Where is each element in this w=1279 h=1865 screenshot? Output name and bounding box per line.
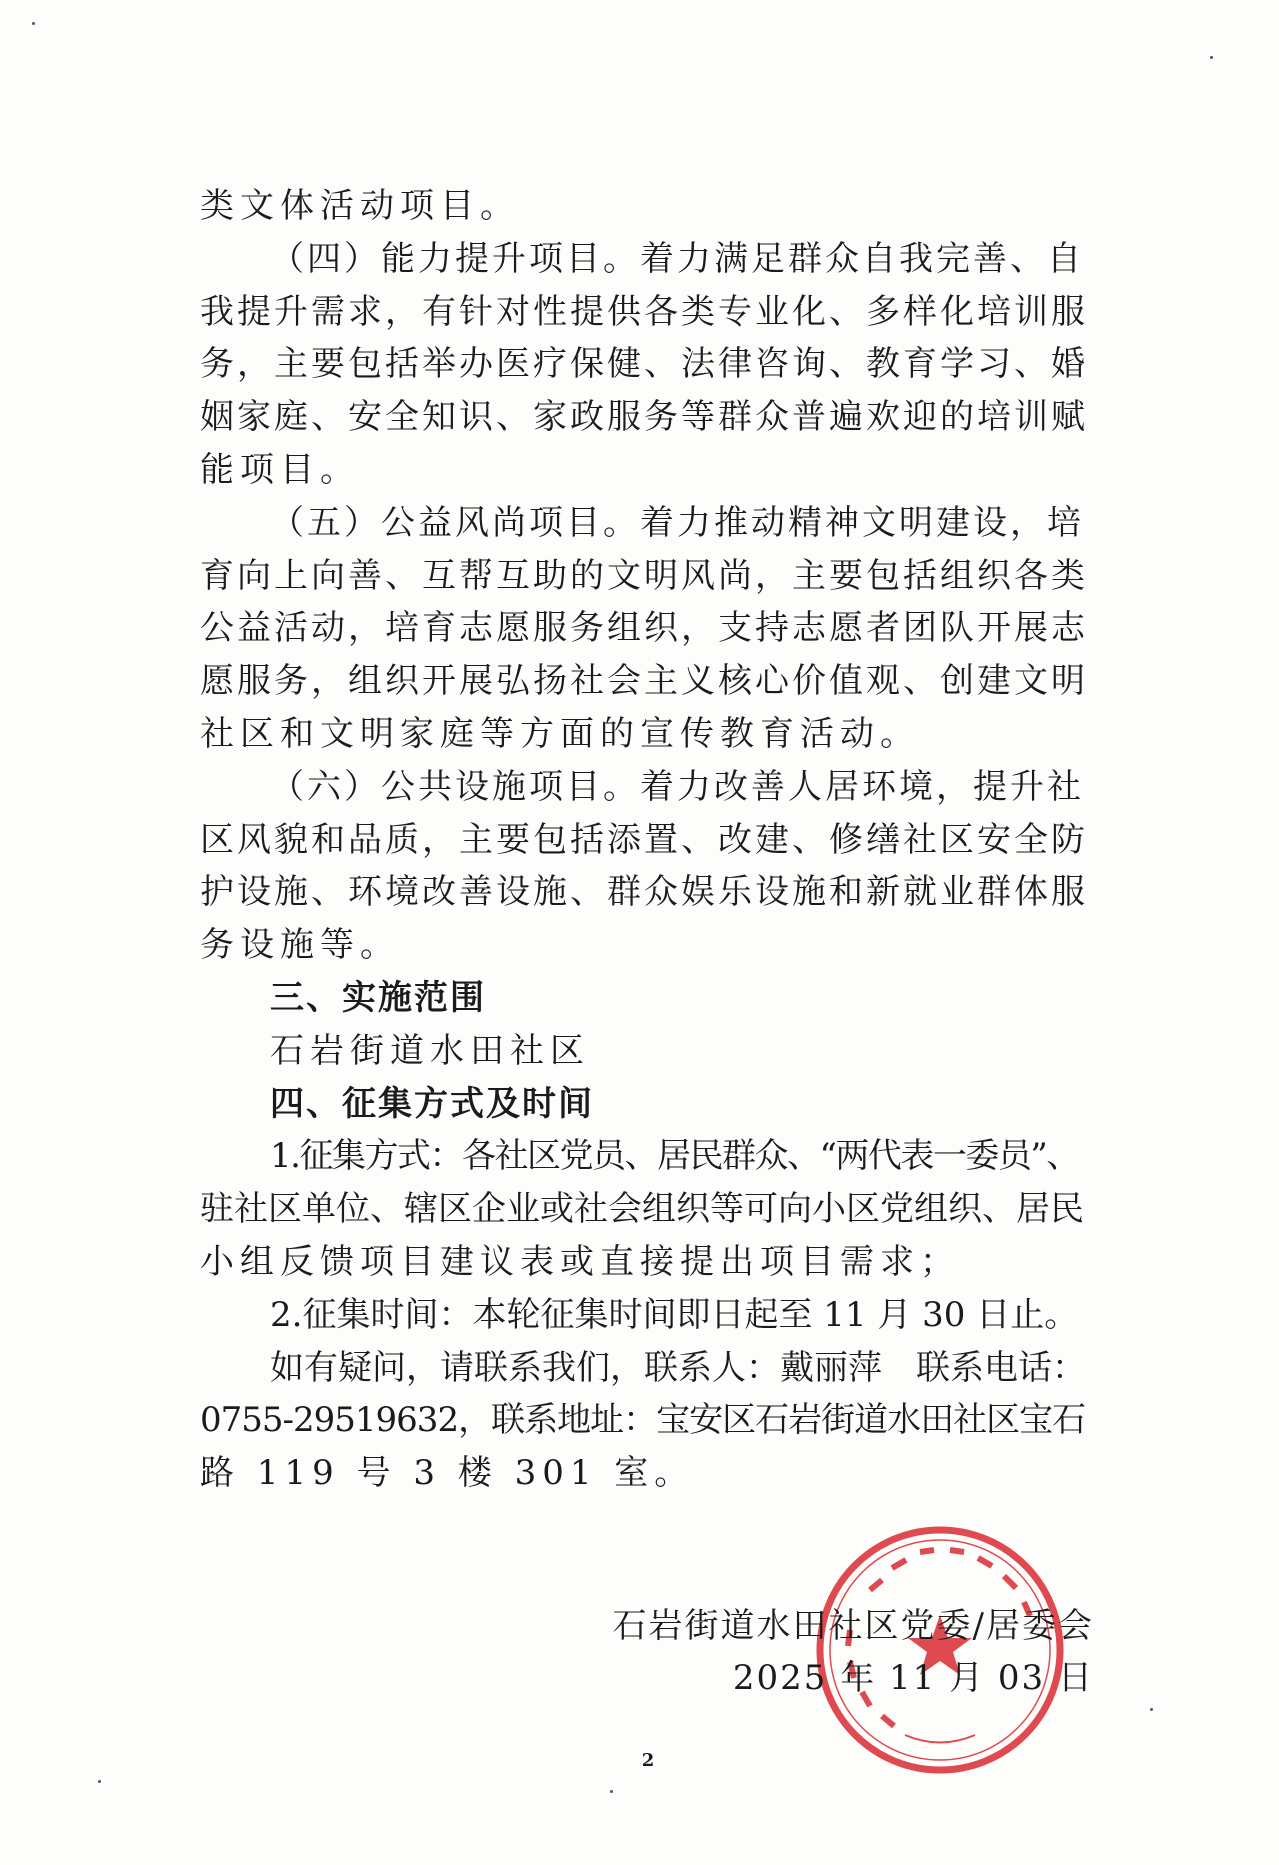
document-body: [200, 180, 1090, 1500]
text-line: 1.征集方式：各社区党员、居民群众、“两代表一委员”、: [270, 1136, 1079, 1177]
text-line: 姻家庭、安全知识、家政服务等群众普遍欢迎的培训赋: [200, 397, 1088, 438]
text-line: 区风貌和品质，主要包括添置、改建、修缮社区安全防: [200, 819, 1088, 860]
text-line: 愿服务，组织开展弘扬社会主义核心价值观、创建文明: [200, 661, 1088, 702]
text-line: 社区和文明家庭等方面的宣传教育活动。: [200, 713, 920, 754]
text-line: （五）公益风尚项目。着力推动精神文明建设，培: [270, 502, 1084, 543]
text-line: 务设施等。: [200, 925, 400, 966]
scan-speck: [1210, 56, 1213, 59]
scan-speck: [610, 1790, 613, 1793]
section-heading: 三、实施范围: [270, 977, 486, 1018]
section-heading: 四、征集方式及时间: [270, 1083, 594, 1124]
text-line: 路 119 号 3 楼 301 室。: [200, 1453, 695, 1494]
text-line: 石岩街道水田社区: [270, 1030, 590, 1071]
text-line: 小组反馈项目建议表或直接提出项目需求；: [200, 1241, 960, 1282]
text-line: 2.征集时间：本轮征集时间即日起至 11 月 30 日止。: [270, 1294, 1079, 1335]
text-line: （六）公共设施项目。着力改善人居环境，提升社: [270, 766, 1084, 807]
scan-speck: [1150, 1708, 1153, 1711]
text-line: 我提升需求，有针对性提供各类专业化、多样化培训服: [200, 291, 1088, 332]
signature-organization: 石岩街道水田社区党委/居委会: [612, 1606, 1094, 1646]
signature-date: 2025 年 11 月 03 日: [732, 1658, 1094, 1698]
scan-speck: [98, 1780, 101, 1783]
text-line: 护设施、环境改善设施、群众娱乐设施和新就业群体服: [200, 872, 1088, 913]
text-line: 驻社区单位、辖区企业或社会组织等可向小区党组织、居民: [200, 1189, 1084, 1230]
text-line: 类文体活动项目。: [200, 186, 520, 226]
text-line: （四）能力提升项目。着力满足群众自我完善、自: [270, 238, 1084, 279]
text-line: 公益活动，培育志愿服务组织，支持志愿者团队开展志: [200, 608, 1088, 649]
text-line: 0755-29519632，联系地址：宝安区石岩街道水田社区宝石: [200, 1400, 1086, 1441]
signature-block: [613, 1600, 1094, 1704]
page-number: 2: [641, 1750, 655, 1771]
text-line: 务，主要包括举办医疗保健、法律咨询、教育学习、婚: [200, 344, 1088, 385]
scan-speck: [32, 22, 35, 25]
text-line: 能项目。: [200, 449, 360, 490]
text-line: 育向上向善、互帮互助的文明风尚，主要包括组织各类: [200, 555, 1088, 596]
text-line: 如有疑问，请联系我们，联系人：戴丽萍 联系电话：: [270, 1347, 1086, 1388]
